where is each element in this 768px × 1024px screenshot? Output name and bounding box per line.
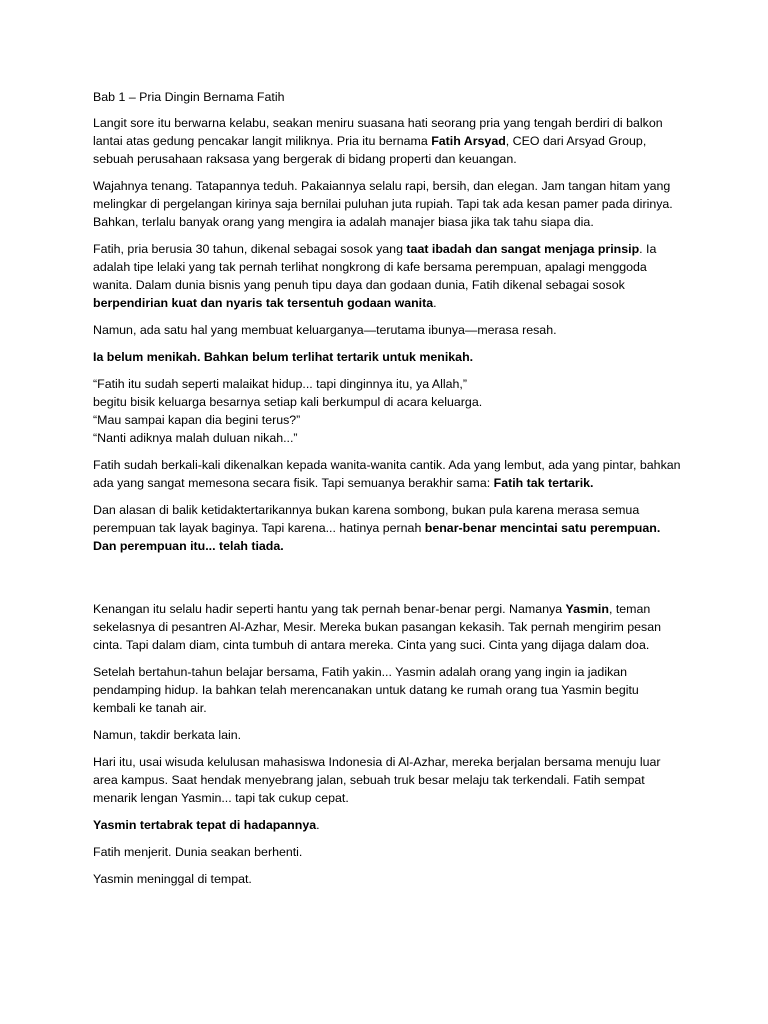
paragraph-text: . bbox=[433, 296, 437, 310]
paragraph-text: , CEO dari Arsyad Group, sebuah perusahaan raksasa yang bergerak di bidang properti dan keuangan. bbox=[93, 134, 647, 166]
paragraph-11: Namun, takdir berkata lain. bbox=[93, 728, 242, 742]
paragraph-text: , teman sekelasnya di pesantren Al-Azhar, Mesir. Mereka bukan pasangan kekasih. Tak pernah mengirim pesan cinta. Tapi dalam diam, cinta tumbuh di antara mereka. Cinta yang suci. Cinta yang dijaga dalam doa. bbox=[93, 602, 661, 652]
paragraph-13 bbox=[93, 816, 683, 834]
bold-text: Fatih Arsyad bbox=[431, 134, 506, 148]
paragraph-text: . bbox=[316, 818, 320, 832]
bold-text: taat ibadah dan sangat menjaga prinsip bbox=[406, 242, 640, 256]
bold-text: berpendirian kuat dan nyaris tak tersentuh godaan wanita bbox=[93, 296, 434, 310]
paragraph-text: Fatih sudah berkali-kali dikenalkan kepada wanita-wanita cantik. Ada yang lembut, ada yang pintar, bahkan ada yang sangat memesona secara fisik. Tapi semuanya berakhir sama: bbox=[93, 458, 681, 490]
bold-text: Yasmin bbox=[565, 602, 609, 616]
dialogue-line: “Nanti adiknya malah duluan nikah...” bbox=[93, 431, 298, 445]
dialogue-line: begitu bisik keluarga besarnya setiap kali berkumpul di acara keluarga. bbox=[93, 395, 483, 409]
paragraph-12: Hari itu, usai wisuda kelulusan mahasiswa Indonesia di Al-Azhar, mereka berjalan bersama menuju luar area kampus. Saat hendak menyebrang jalan, sebuah truk besar melaju tak terkendali. Fatih sempat menarik lengan Yasmin... tapi tak cukup cepat. bbox=[93, 755, 661, 805]
paragraph-text: Kenangan itu selalu hadir seperti hantu yang tak pernah benar-benar pergi. Namanya bbox=[93, 602, 566, 616]
paragraph-text: . Ia adalah tipe lelaki yang tak pernah terlihat nongkrong di kafe bersama perempuan, apalagi menggoda wanita. Dalam dunia bisnis yang penuh tipu daya dan godaan dunia, Fatih dikenal sebagai sosok bbox=[93, 242, 657, 292]
bold-text: benar-benar mencintai satu perempuan. Dan perempuan itu... telah tiada. bbox=[93, 521, 661, 553]
paragraph-8 bbox=[93, 501, 683, 555]
paragraph-text: Fatih, pria berusia 30 tahun, dikenal sebagai sosok yang bbox=[93, 242, 407, 256]
chapter-title: Bab 1 – Pria Dingin Bernama Fatih bbox=[93, 90, 285, 104]
paragraph-6-dialogue bbox=[93, 375, 683, 447]
paragraph-7 bbox=[93, 456, 683, 492]
bold-text: Yasmin tertabrak tepat di hadapannya bbox=[93, 818, 317, 832]
section-break bbox=[93, 564, 683, 600]
paragraph-5 bbox=[93, 348, 683, 366]
paragraph-text: Dan alasan di balik ketidaktertarikannya bukan karena sombong, bukan pula karena merasa semua perempuan tak layak baginya. Tapi karena... hatinya pernah bbox=[93, 503, 640, 535]
paragraph-1 bbox=[93, 114, 683, 168]
bold-text: Ia belum menikah. Bahkan belum terlihat tertarik untuk menikah. bbox=[93, 350, 474, 364]
bold-text: Fatih tak tertarik. bbox=[493, 476, 594, 490]
paragraph-10: Setelah bertahun-tahun belajar bersama, Fatih yakin... Yasmin adalah orang yang ingin ia jadikan pendamping hidup. Ia bahkan telah merencanakan untuk datang ke rumah orang tua Yasmin begitu kembali ke tanah air. bbox=[93, 665, 639, 715]
paragraph-text: Langit sore itu berwarna kelabu, seakan meniru suasana hati seorang pria yang tengah berdiri di balkon lantai atas gedung pencakar langit miliknya. Pria itu bernama bbox=[93, 116, 663, 148]
paragraph-4: Namun, ada satu hal yang membuat keluarganya—terutama ibunya—merasa resah. bbox=[93, 323, 557, 337]
paragraph-2: Wajahnya tenang. Tatapannya teduh. Pakaiannya selalu rapi, bersih, dan elegan. Jam tangan hitam yang melingkar di pergelangan kirinya saja bernilai puluhan juta rupiah. Tapi tak ada kesan pamer pada dirinya. Bahkan, terlalu banyak orang yang mengira ia adalah manajer biasa jika tak tahu siapa dia. bbox=[93, 179, 673, 229]
paragraph-9 bbox=[93, 600, 683, 654]
dialogue-line: “Fatih itu sudah seperti malaikat hidup... tapi dinginnya itu, ya Allah,” bbox=[93, 377, 467, 391]
paragraph-15: Yasmin meninggal di tempat. bbox=[93, 872, 252, 886]
document-body bbox=[93, 88, 683, 897]
paragraph-14: Fatih menjerit. Dunia seakan berhenti. bbox=[93, 845, 303, 859]
paragraph-3 bbox=[93, 240, 683, 312]
dialogue-line: “Mau sampai kapan dia begini terus?” bbox=[93, 413, 301, 427]
